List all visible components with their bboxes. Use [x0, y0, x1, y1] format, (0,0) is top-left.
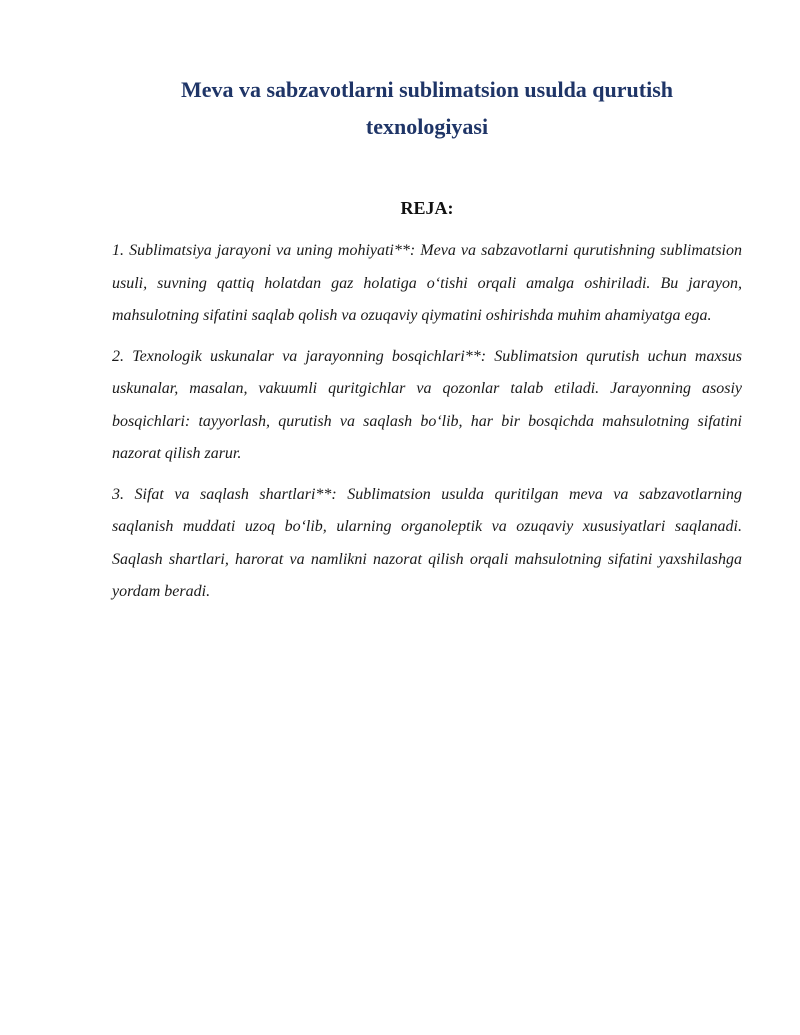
- document-title-line-2: texnologiyasi: [365, 114, 489, 139]
- plan-item-1: 1. Sublimatsiya jarayoni va uning mohiyati**: Meva va sabzavotlarni qurutishning sublimatsion usuli, suvning qattiq holatdan gaz holatiga o‘tishi orqali amalga oshiriladi. Bu jarayon, mahsulotning sifatini saqlab qolish va ozuqaviy qiymatini oshirishda muhim ahamiyatga ega.: [112, 242, 742, 324]
- document-title: [112, 71, 742, 145]
- document-title-line-1: Meva va sabzavotlarni sublimatsion usulda qurutish: [180, 77, 674, 102]
- plan-heading: REJA:: [400, 198, 454, 218]
- plan-item-3: 3. Sifat va saqlash shartlari**: Sublimatsion usulda quritilgan meva va sabzavotlarning saqlanish muddati uzoq bo‘lib, ularning organoleptik va ozuqaviy xususiyatlari saqlanadi. Saqlash shartlari, harorat va namlikni nazorat qilish orqali mahsulotning sifatini yaxshilashga yordam beradi.: [112, 485, 742, 600]
- plan-item-2: 2. Texnologik uskunalar va jarayonning bosqichlari**: Sublimatsion qurutish uchun maxsus uskunalar, masalan, vakuumli quritgichlar va qozonlar talab etiladi. Jarayonning asosiy bosqichlari: tayyorlash, qurutish va saqlash bo‘lib, har bir bosqichda mahsulotning sifatini nazorat qilish zarur.: [112, 347, 742, 462]
- plan-list: [112, 235, 742, 617]
